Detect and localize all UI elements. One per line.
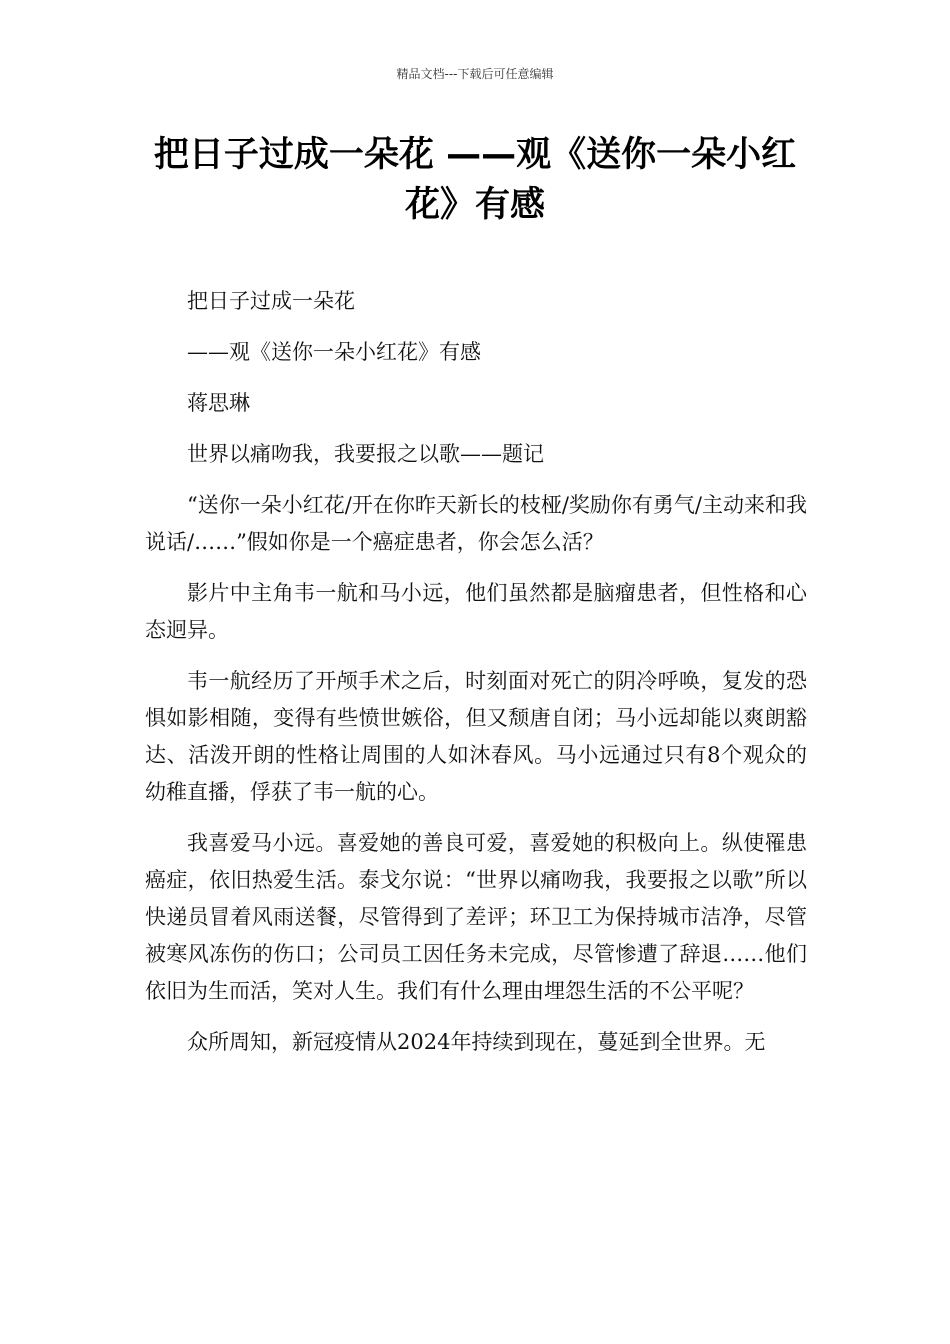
paragraph-subtitle: ——观《送你一朵小红花》有感 [187,340,481,364]
header-note: 精品文档---下载后可任意编辑 [396,67,554,81]
paragraph-essay-title: 把日子过成一朵花 [187,289,355,313]
paragraph: “送你一朵小红花/开在你昨天新长的枝桠/奖励你有勇气/主动来和我说话/……”假如你是一个癌症患者，你会怎么活？ [145,493,807,554]
paragraph-author: 蒋思琳 [187,391,250,415]
document-body [145,283,807,1075]
paragraph: 众所周知，新冠疫情从2024年持续到现在，蔓延到全世界。无 [187,1030,766,1054]
paragraph: 影片中主角韦一航和马小远，他们虽然都是脑瘤患者，但性格和心态迥异。 [145,581,807,642]
paragraph-epigraph: 世界以痛吻我，我要报之以歌——题记 [187,442,544,466]
document-title: 把日子过成一朵花 ——观《送你一朵小红花》有感 [153,135,797,225]
paragraph: 韦一航经历了开颅手术之后，时刻面对死亡的阴冷呼唤，复发的恐惧如影相随，变得有些愤世嫉俗，但又颓唐自闭；马小远却能以爽朗豁达、活泼开朗的性格让周围的人如沐春风。马小远通过只有8个观众的幼稚直播，俘获了韦一航的心。 [145,669,807,804]
paragraph: 我喜爱马小远。喜爱她的善良可爱，喜爱她的积极向上。纵使罹患癌症，依旧热爱生活。泰戈尔说：“世界以痛吻我，我要报之以歌”所以快递员冒着风雨送餐，尽管得到了差评；环卫工为保持城市洁净，尽管被寒风冻伤的伤口；公司员工因任务未完成，尽管惨遭了辞退……他们依旧为生而活，笑对人生。我们有什么理由埋怨生活的不公平呢？ [145,831,807,1003]
